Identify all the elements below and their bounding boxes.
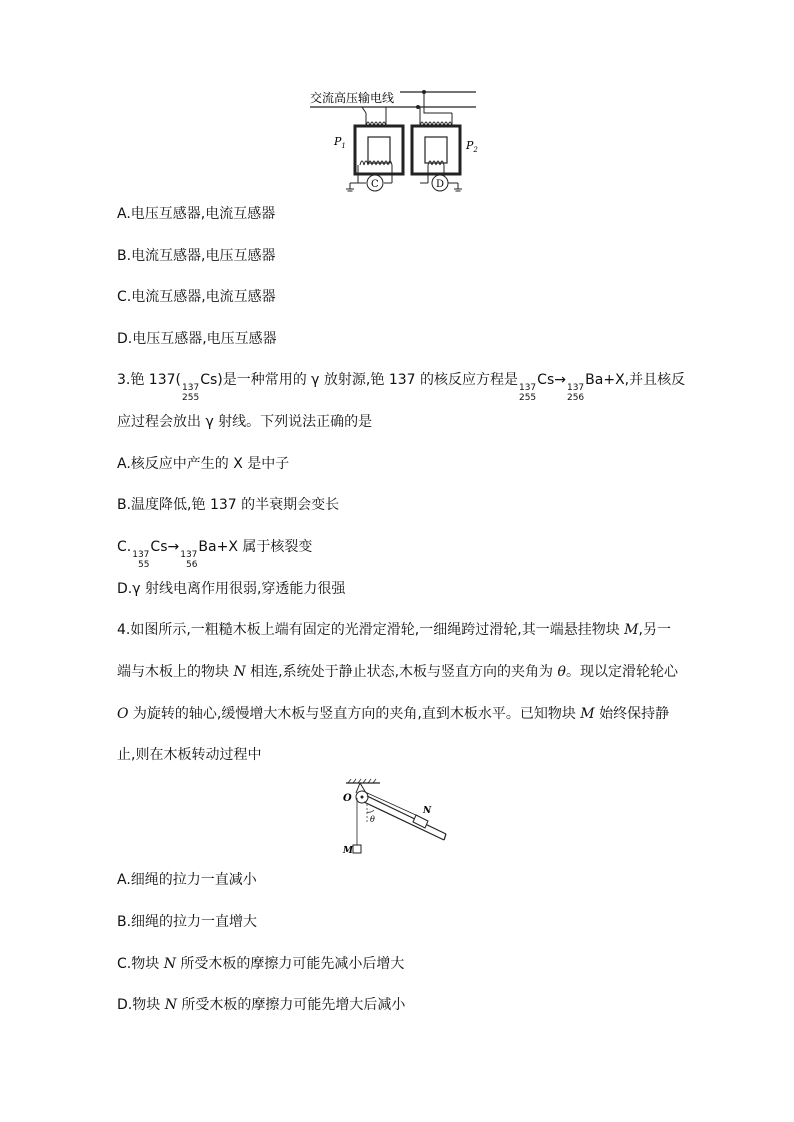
q3-stem-line2: 应过程会放出 γ 射线。下列说法正确的是 [117, 414, 373, 430]
q3-option-c: C. 137 55 Cs→ 137 56 Ba+X 属于核裂变 [117, 539, 313, 570]
p2-label: $P_2$ [466, 139, 478, 154]
q3-stem-line1: 3.铯 137( 137 255 Cs)是一种常用的 γ 放射源,铯 137 的核反应方程是 137 255 Cs→ 137 256 Ba+X,并且核反 [117, 372, 686, 403]
q2-option-c: C.电流互感器,电流互感器 [117, 289, 276, 305]
q4-stem-line3: O 为旋转的轴心,缓慢增大木板与竖直方向的夹角,直到木板水平。已知物块 M 始终保持静 [117, 706, 670, 722]
q4-stem-line4: 止,则在木板转动过程中 [117, 747, 262, 763]
meter-c-label: C [371, 179, 379, 190]
meter-d-label: D [436, 179, 445, 190]
q3-option-d: D.γ 射线电离作用很弱,穿透能力很强 [117, 581, 346, 597]
q4-option-c: C.物块 N 所受木板的摩擦力可能先减小后增大 [117, 956, 405, 972]
fig2-theta-label: θ [370, 815, 375, 824]
q2-option-a: A.电压互感器,电流互感器 [117, 206, 276, 222]
q2-option-d: D.电压互感器,电压互感器 [117, 331, 277, 347]
q3-option-b: B.温度降低,铯 137 的半衰期会变长 [117, 497, 340, 513]
pulley-board-figure [340, 778, 450, 856]
q4-option-d: D.物块 N 所受木板的摩擦力可能先增大后减小 [117, 997, 406, 1013]
q3-option-a: A.核反应中产生的 X 是中子 [117, 456, 290, 472]
q4-option-b: B.细绳的拉力一直增大 [117, 914, 258, 930]
fig2-m-label: M [343, 846, 353, 856]
p1-label: $P_1$ [334, 135, 346, 150]
q4-stem-line2: 端与木板上的物块 N 相连,系统处于静止状态,木板与竖直方向的夹角为 θ。现以定滑轮轮心 [117, 664, 678, 680]
fig2-n-label: N [423, 806, 432, 816]
fig2-o-label: O [343, 793, 352, 804]
fig1-label: 交流高压输电线 [310, 91, 395, 105]
transformer-figure [300, 85, 490, 195]
q4-option-a: A.细绳的拉力一直减小 [117, 872, 257, 888]
q4-stem-line1: 4.如图所示,一粗糙木板上端有固定的光滑定滑轮,一细绳跨过滑轮,其一端悬挂物块 M,另一 [117, 622, 671, 638]
q2-option-b: B.电流互感器,电压互感器 [117, 248, 276, 264]
